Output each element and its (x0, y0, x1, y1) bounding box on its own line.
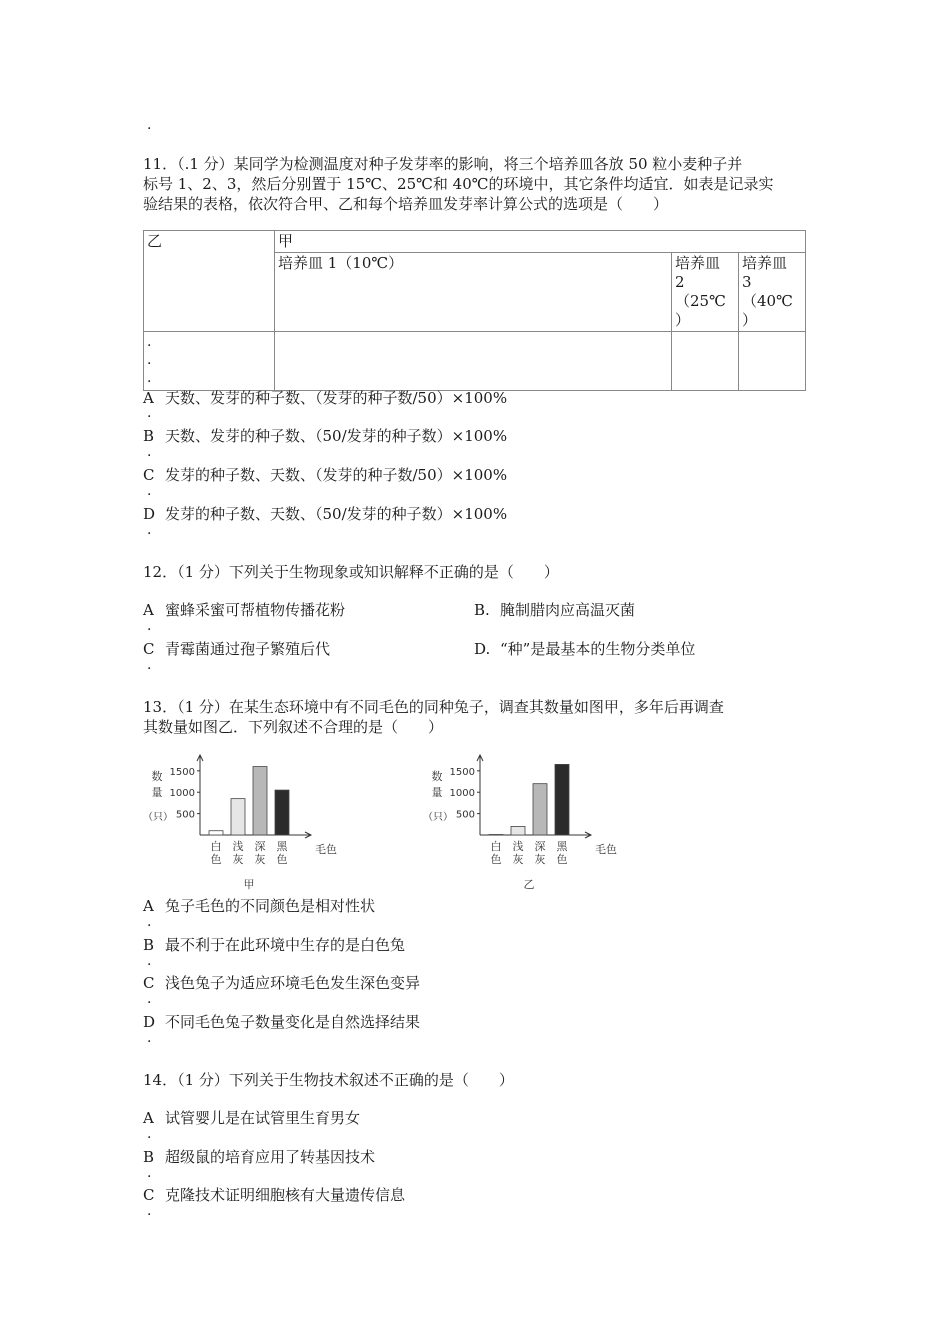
option-text: 天数、发芽的种子数、（发芽的种子数/50）×100% (165, 389, 508, 407)
table-dot: · (147, 374, 152, 390)
table-dish-2 (672, 253, 739, 332)
option-dot: · (147, 1034, 152, 1050)
chart-category-label: 深 (254, 840, 266, 853)
chart-category-label: 灰 (254, 853, 266, 866)
chart-ylabel-char: 量 (431, 786, 443, 799)
q12-option-b[interactable] (474, 600, 635, 620)
chart-category-label: 白 (490, 840, 502, 853)
q11-option-c[interactable] (143, 465, 507, 485)
q11-stem-line-2: 标号 1、2、3，然后分别置于 15℃、25℃和 40℃的环境中，其它条件均适宜．如表是记录实 (143, 175, 774, 193)
option-dot: · (147, 448, 152, 464)
q13-option-c[interactable] (143, 973, 420, 993)
chart-yi-svg (420, 750, 620, 895)
chart-category-label: 色 (556, 853, 568, 866)
q13-option-b[interactable] (143, 935, 405, 955)
q13-option-d[interactable] (143, 1012, 420, 1032)
option-dot: · (147, 526, 152, 542)
option-text: 最不利于在此环境中生存的是白色兔 (165, 936, 406, 954)
chart-category-label: 浅 (232, 840, 244, 853)
dish-2-line-2: 2（25℃ (675, 273, 726, 310)
option-text: “种”是最基本的生物分类单位 (500, 640, 696, 658)
q13-stem-line-2: 其数量如图乙．下列叙述不合理的是（ ） (143, 718, 444, 736)
option-dot: · (147, 409, 152, 425)
page-dot: · (147, 121, 152, 137)
q11-stem-line-3: 验结果的表格，依次符合甲、乙和每个培养皿发芽率计算公式的选项是（ ） (143, 195, 669, 213)
chart-category-label: 浅 (512, 840, 524, 853)
option-text: 克隆技术证明细胞核有大量遗传信息 (165, 1186, 406, 1204)
chart-category-label: 灰 (232, 853, 244, 866)
option-letter: B (143, 1148, 155, 1166)
q11-option-a[interactable] (143, 388, 507, 408)
table-header-yi: 乙 (144, 231, 275, 332)
chart-jia (140, 750, 340, 895)
dish-3-line-2: 3（40℃ (742, 273, 793, 310)
option-dot: · (147, 995, 152, 1011)
option-letter: B. (474, 601, 490, 619)
chart-y-tick-label: 1500 (169, 766, 195, 778)
chart-bar (209, 831, 223, 835)
option-dot: · (147, 487, 152, 503)
option-text: 发芽的种子数、天数、（发芽的种子数/50）×100% (165, 466, 508, 484)
q14-option-a[interactable] (143, 1108, 360, 1128)
chart-ylabel-unit: （只） (143, 812, 173, 823)
table-body-dish-2 (672, 332, 739, 391)
option-text: 腌制腊肉应高温灭菌 (500, 601, 636, 619)
chart-ylabel-char: 数 (431, 770, 443, 783)
chart-y-tick-label: 1000 (449, 788, 475, 800)
q14-option-c[interactable] (143, 1185, 405, 1205)
chart-bar (511, 826, 525, 835)
option-text: 蜜蜂采蜜可帮植物传播花粉 (165, 601, 346, 619)
chart-ylabel-char: 量 (151, 786, 163, 799)
option-text: 不同毛色兔子数量变化是自然选择结果 (165, 1013, 421, 1031)
chart-bar (253, 767, 267, 835)
option-letter: A (143, 601, 154, 619)
table-dot: · (147, 338, 152, 354)
dish-3-line-1: 培养皿 (742, 254, 788, 272)
dish-2-line-3: ） (675, 311, 691, 329)
chart-jia-svg (140, 750, 340, 895)
option-dot: · (147, 1169, 152, 1185)
chart-y-tick-label: 500 (175, 809, 195, 821)
q11-experiment-table (143, 230, 806, 391)
chart-title: 乙 (523, 878, 535, 891)
option-text: 天数、发芽的种子数、（50/发芽的种子数）×100% (165, 427, 508, 445)
option-dot: · (147, 957, 152, 973)
table-dish-3 (739, 253, 806, 332)
option-letter: C (143, 1186, 155, 1204)
q12-option-d[interactable] (474, 639, 695, 659)
chart-category-label: 灰 (534, 853, 546, 866)
option-letter: D (143, 505, 156, 523)
chart-y-tick-label: 1500 (449, 766, 475, 778)
option-dot: · (147, 1207, 152, 1223)
option-letter: C (143, 640, 155, 658)
option-letter: A (143, 389, 154, 407)
option-letter: A (143, 897, 154, 915)
chart-ylabel-char: 数 (151, 770, 163, 783)
chart-category-label: 灰 (512, 853, 524, 866)
option-letter: D (143, 1013, 156, 1031)
table-header-jia: 甲 (275, 231, 806, 253)
chart-bar (231, 799, 245, 835)
chart-category-label: 色 (276, 853, 288, 866)
option-text: 发芽的种子数、天数、（50/发芽的种子数）×100% (165, 505, 508, 523)
option-text: 试管婴儿是在试管里生育男女 (165, 1109, 361, 1127)
chart-category-label: 色 (210, 853, 222, 866)
table-body-dish-1 (275, 332, 672, 391)
q11-option-d[interactable] (143, 504, 507, 524)
q13-stem-line-1: 13．（1 分）在某生态环境中有不同毛色的同种兔子，调查其数量如图甲，多年后再调查 (143, 698, 724, 716)
chart-xlabel: 毛色 (595, 843, 617, 856)
option-dot: · (147, 661, 152, 677)
option-text: 浅色兔子为适应环境毛色发生深色变异 (165, 974, 421, 992)
q12-option-a[interactable] (143, 600, 345, 620)
table-dish-1: 培养皿 1（10℃） (275, 253, 672, 332)
q11-stem-line-1: 11．（.1 分）某同学为检测温度对种子发芽率的影响，将三个培养皿各放 50 粒小麦种子并 (143, 155, 743, 173)
chart-xlabel: 毛色 (315, 843, 337, 856)
chart-category-label: 黑 (556, 840, 568, 853)
table-body-dish-3 (739, 332, 806, 391)
option-text: 超级鼠的培育应用了转基因技术 (165, 1148, 376, 1166)
chart-y-tick-label: 500 (455, 809, 475, 821)
chart-category-label: 色 (490, 853, 502, 866)
chart-bar (275, 790, 289, 835)
chart-category-label: 白 (210, 840, 222, 853)
chart-category-label: 黑 (276, 840, 288, 853)
option-text: 兔子毛色的不同颜色是相对性状 (165, 897, 376, 915)
q14-stem: 14．（1 分）下列关于生物技术叙述不正确的是（ ） (143, 1071, 514, 1089)
table-dot: · (147, 356, 152, 372)
option-letter: A (143, 1109, 154, 1127)
option-letter: B (143, 936, 155, 954)
option-dot: · (147, 1130, 152, 1146)
chart-bar (533, 784, 547, 835)
dish-2-line-1: 培养皿 (675, 254, 721, 272)
option-letter: B (143, 427, 155, 445)
chart-category-label: 深 (534, 840, 546, 853)
table-body-yi (144, 332, 275, 391)
q12-option-c[interactable] (143, 639, 330, 659)
chart-yi (420, 750, 620, 895)
chart-bar (489, 835, 503, 836)
option-letter: D. (474, 640, 491, 658)
dish-3-line-3: ） (742, 311, 758, 329)
q12-stem: 12．（1 分）下列关于生物现象或知识解释不正确的是（ ） (143, 563, 559, 581)
chart-ylabel-unit: （只） (423, 812, 453, 823)
q13-option-a[interactable] (143, 896, 375, 916)
option-text: 青霉菌通过孢子繁殖后代 (165, 640, 331, 658)
option-letter: C (143, 974, 155, 992)
option-letter: C (143, 466, 155, 484)
q14-option-b[interactable] (143, 1147, 375, 1167)
chart-bar (555, 764, 569, 835)
chart-y-tick-label: 1000 (169, 788, 195, 800)
q11-option-b[interactable] (143, 426, 507, 446)
option-dot: · (147, 622, 152, 638)
chart-title: 甲 (243, 878, 255, 891)
option-dot: · (147, 918, 152, 934)
